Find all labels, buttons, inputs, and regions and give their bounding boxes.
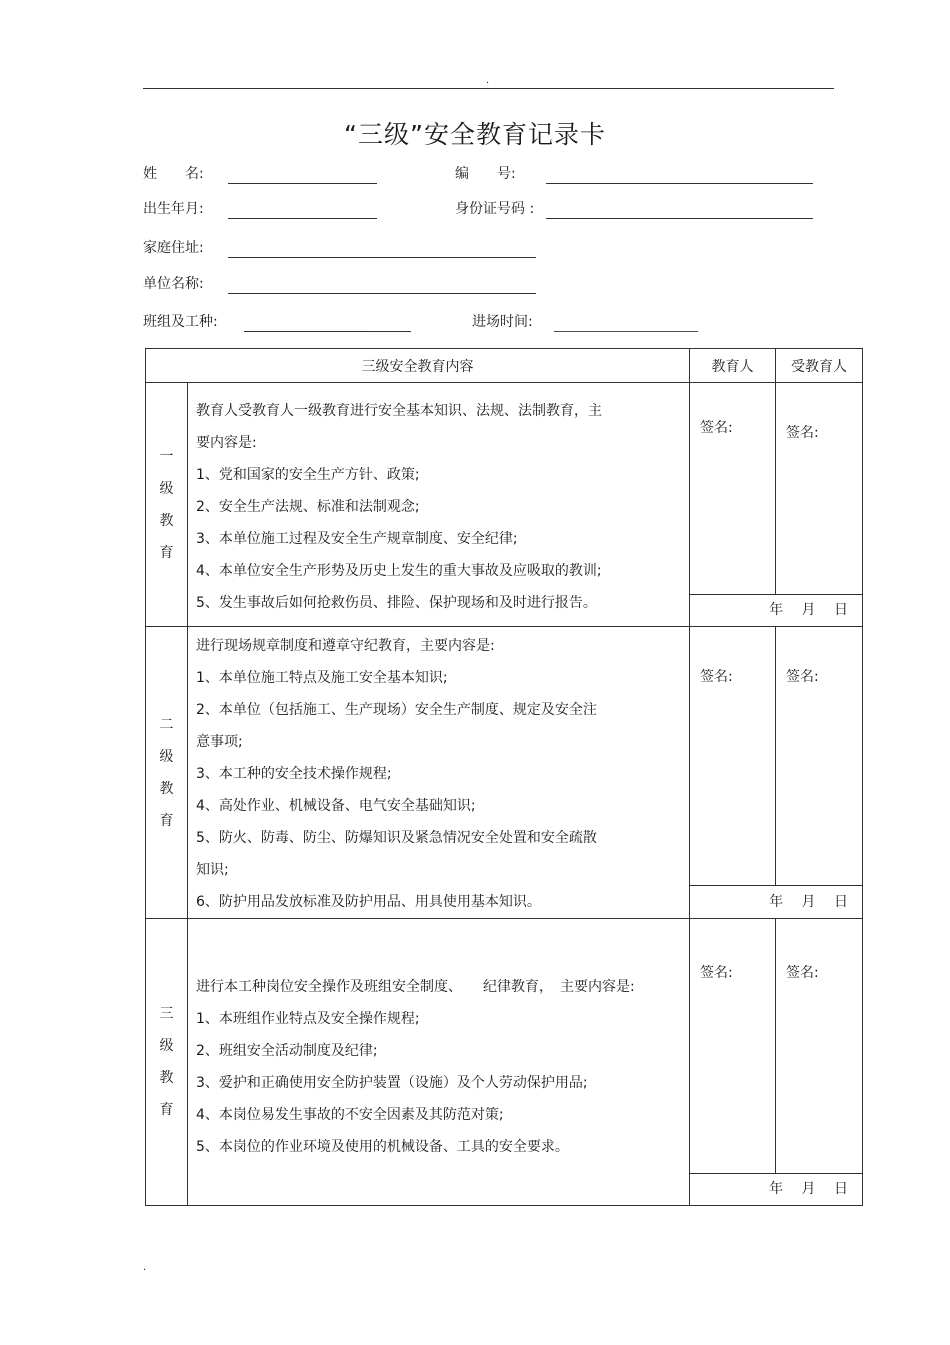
header-educator: 教育人 bbox=[690, 349, 776, 383]
level2-educatee-sign[interactable]: 签名: bbox=[776, 627, 863, 886]
level3-content: 进行本工种岗位安全操作及班组安全制度、 纪律教育， 主要内容是: 1、本班组作业特点及安全操作规程; 2、班组安全活动制度及纪律; 3、爱护和正确使用安全防护装置（设施）及个人劳动保护用品; 4、本岗位易发生事故的不安全因素及其防范对策; 5、本岗位的作业环境及使用的机械设备、工具的安全要求。 bbox=[188, 919, 690, 1206]
id-field-value: ________________________ __________ bbox=[548, 205, 756, 219]
team-field-value: ____________________ bbox=[246, 318, 366, 332]
level3-date[interactable]: 年 月 日 bbox=[690, 1174, 863, 1206]
footer-dot: . bbox=[143, 1262, 147, 1273]
level1-educator-sign[interactable]: 签名: bbox=[690, 383, 776, 595]
education-table bbox=[145, 348, 863, 1206]
level2-date[interactable]: 年 月 日 bbox=[690, 886, 863, 919]
level2-side-label: 二 级 教 育 bbox=[146, 627, 188, 919]
header-rule bbox=[143, 88, 834, 89]
level3-side-label: 三 级 教 育 bbox=[146, 919, 188, 1206]
level1-side-label: 一 级 教 育 bbox=[146, 383, 188, 627]
address-label: 家庭住址: bbox=[143, 240, 204, 256]
level2-content: 进行现场规章制度和遵章守纪教育，主要内容是: 1、本单位施工特点及施工安全基本知识; 2、本单位（包括施工、生产现场）安全生产制度、规定及安全注 意事项; 3、本工种的安全技术操作规程; 4、高处作业、机械设备、电气安全基础知识; 5、防火、防毒、防尘、防爆知识及紧急情况安全处置和安全疏散 知识; 6、防护用品发放标准及防护用品、用具使用基本知识。 bbox=[188, 627, 690, 919]
birth-field[interactable] bbox=[228, 218, 377, 219]
header-content: 三级安全教育内容 bbox=[146, 349, 690, 383]
number-label: 编 号: bbox=[455, 166, 516, 182]
header-dot: . bbox=[486, 75, 490, 86]
level3-educatee-sign[interactable]: 签名: bbox=[776, 919, 863, 1174]
header-educatee: 受教育人 bbox=[776, 349, 863, 383]
level1-date[interactable]: 年 月 日 bbox=[690, 595, 863, 627]
entry-field[interactable]: ________________________ bbox=[554, 318, 698, 332]
level3-educator-sign[interactable]: 签名: bbox=[690, 919, 776, 1174]
page-title: “三级”安全教育记录卡 bbox=[344, 120, 606, 149]
unit-field-value: ________________________ __________ bbox=[230, 280, 438, 294]
id-label: 身份证号码 : bbox=[455, 201, 535, 217]
unit-label: 单位名称: bbox=[143, 276, 204, 292]
entry-label: 进场时间: bbox=[472, 314, 533, 330]
name-label: 姓 名: bbox=[143, 166, 204, 182]
number-field-value: ____________________ bbox=[598, 170, 718, 184]
address-field-value: ________________________ __________ bbox=[230, 244, 438, 258]
level1-content: 教育人受教育人一级教育进行安全基本知识、法规、法制教育，主 要内容是: 1、党和国家的安全生产方针、政策; 2、安全生产法规、标准和法制观念; 3、本单位施工过程及安全生产规章制度、安全纪律; 4、本单位安全生产形势及历史上发生的重大事故及应吸取的教训; 5、发生事故后如何抢救伤员、排险、保护现场和及时进行报告。 bbox=[188, 383, 690, 627]
level2-educator-sign[interactable]: 签名: bbox=[690, 627, 776, 886]
birth-label: 出生年月: bbox=[143, 201, 204, 217]
team-label: 班组及工种: bbox=[143, 314, 218, 330]
birth-field-suffix: _ bbox=[348, 205, 354, 219]
name-field-suffix: _ bbox=[352, 170, 358, 184]
level1-educatee-sign[interactable]: 签名: bbox=[776, 383, 863, 595]
